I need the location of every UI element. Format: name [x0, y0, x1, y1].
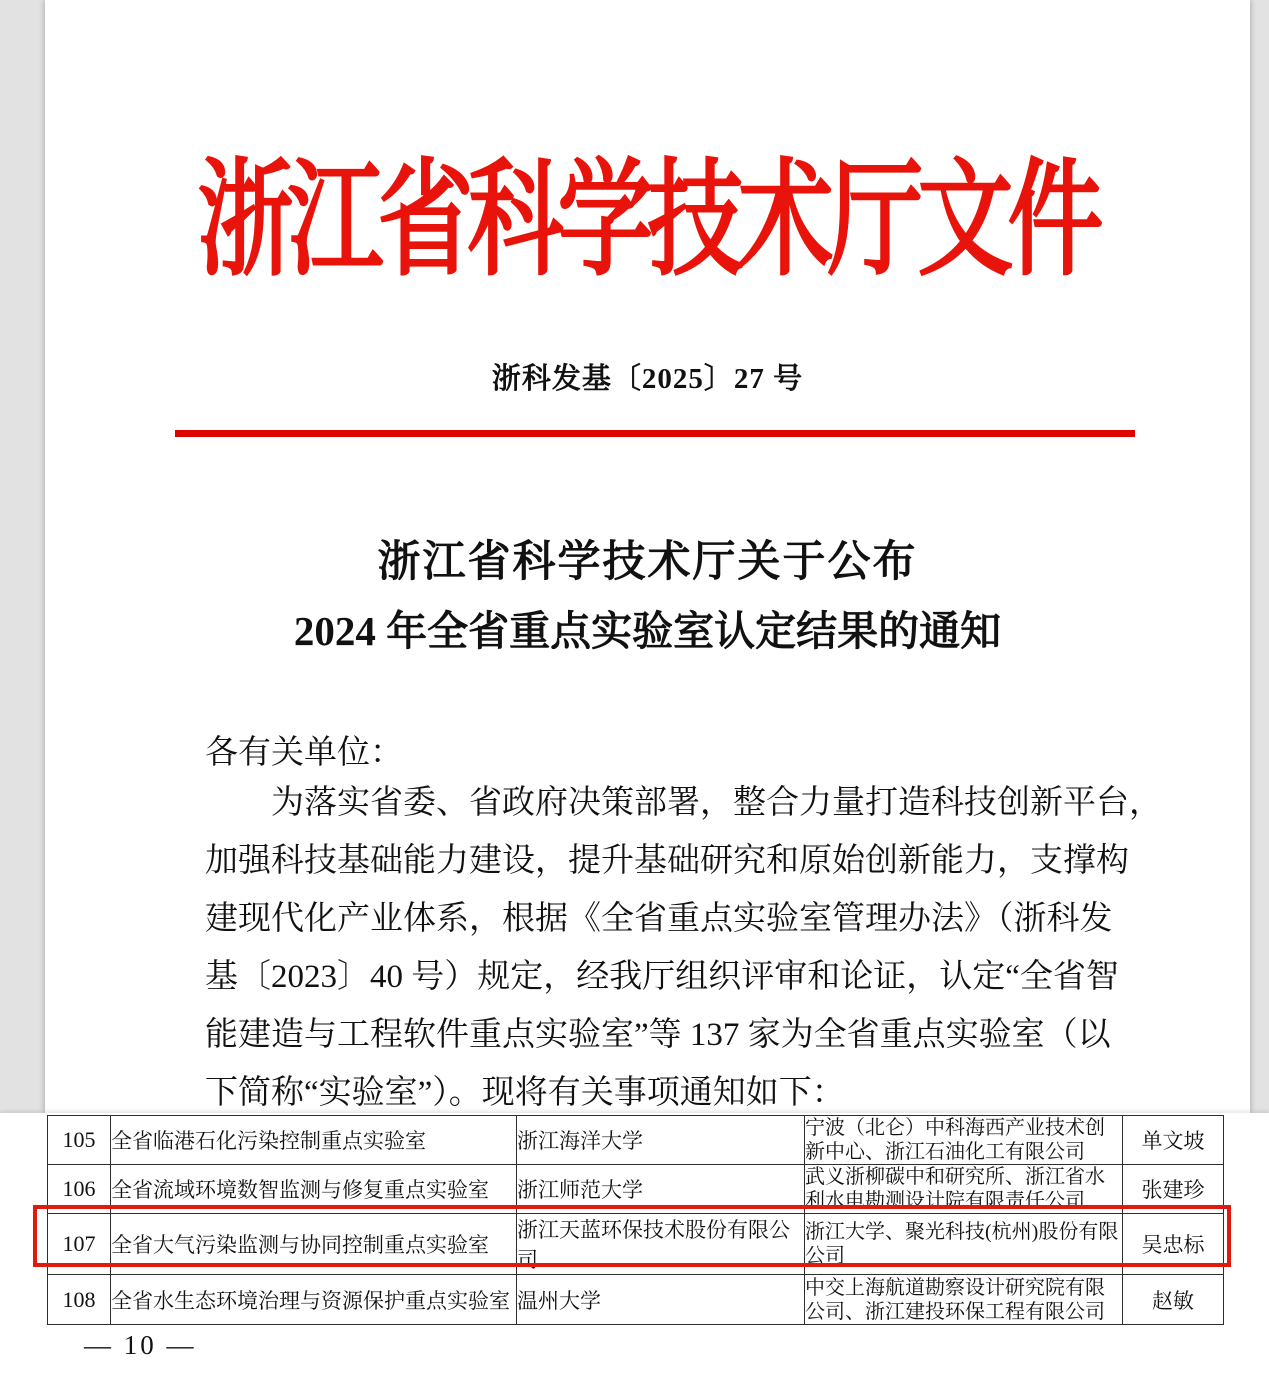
row-number-cell: 107: [48, 1214, 111, 1275]
director-cell: 吴忠标: [1123, 1214, 1224, 1275]
institution-cell: 浙江师范大学: [517, 1165, 805, 1214]
results-table: [47, 1115, 1224, 1325]
body-line: 能建造与工程软件重点实验室”等 137 家为全省重点实验室（以: [205, 1017, 1111, 1053]
document-number: 浙科发基〔2025〕27 号: [491, 363, 804, 395]
partners-cell: 中交上海航道勘察设计研究院有限公司、浙江建投环保工程有限公司: [805, 1275, 1123, 1325]
partners-cell: 宁波（北仑）中科海西产业技术创新中心、浙江石油化工有限公司: [805, 1116, 1123, 1165]
table-row-105: [48, 1116, 1224, 1165]
body-line: 下简称“实验室”）。现将有关事项通知如下：: [205, 1075, 845, 1111]
table-row-108: [48, 1275, 1224, 1325]
lab-name-cell: 全省水生态环境治理与资源保护重点实验室: [111, 1275, 517, 1325]
letterhead-title: 浙江省科学技术厅文件: [197, 150, 1098, 292]
director-cell: 单文坡: [1123, 1116, 1224, 1165]
institution-cell: 浙江海洋大学: [517, 1116, 805, 1165]
table-row-107: [48, 1214, 1224, 1275]
body-line: 基〔2023〕40 号）规定，经我厅组织评审和论证，认定“全省智: [205, 959, 1119, 995]
director-cell: 赵敏: [1123, 1275, 1224, 1325]
row-number-cell: 105: [48, 1116, 111, 1165]
institution-cell: 浙江天蓝环保技术股份有限公司: [517, 1214, 805, 1275]
notice-title-line-2: 2024 年全省重点实验室认定结果的通知: [293, 608, 1002, 654]
body-line: 为落实省委、省政府决策部署，整合力量打造科技创新平台，: [271, 785, 1162, 821]
body-line: 建现代化产业体系，根据《全省重点实验室管理办法》（浙科发: [205, 901, 1113, 937]
table-row-106: [48, 1165, 1224, 1214]
page-number: — 10 —: [84, 1330, 197, 1360]
body-paragraph: [205, 774, 1162, 1122]
row-number-cell: 108: [48, 1275, 111, 1325]
lab-name-cell: 全省大气污染监测与协同控制重点实验室: [111, 1214, 517, 1275]
institution-cell: 温州大学: [517, 1275, 805, 1325]
partners-cell: 浙江大学、聚光科技(杭州)股份有限公司: [805, 1214, 1123, 1275]
lab-name-cell: 全省临港石化污染控制重点实验室: [111, 1116, 517, 1165]
lab-name-cell: 全省流域环境数智监测与修复重点实验室: [111, 1165, 517, 1214]
body-line: 加强科技基础能力建设，提升基础研究和原始创新能力，支撑构: [205, 843, 1129, 879]
notice-title-line-1: 浙江省科学技术厅关于公布: [377, 539, 918, 586]
director-cell: 张建珍: [1123, 1165, 1224, 1214]
salutation: 各有关单位：: [205, 735, 403, 771]
partners-cell: 武义浙柳碳中和研究所、浙江省水利水电勘测设计院有限责任公司: [805, 1165, 1123, 1214]
row-number-cell: 106: [48, 1165, 111, 1214]
red-divider-rule: [175, 430, 1135, 437]
